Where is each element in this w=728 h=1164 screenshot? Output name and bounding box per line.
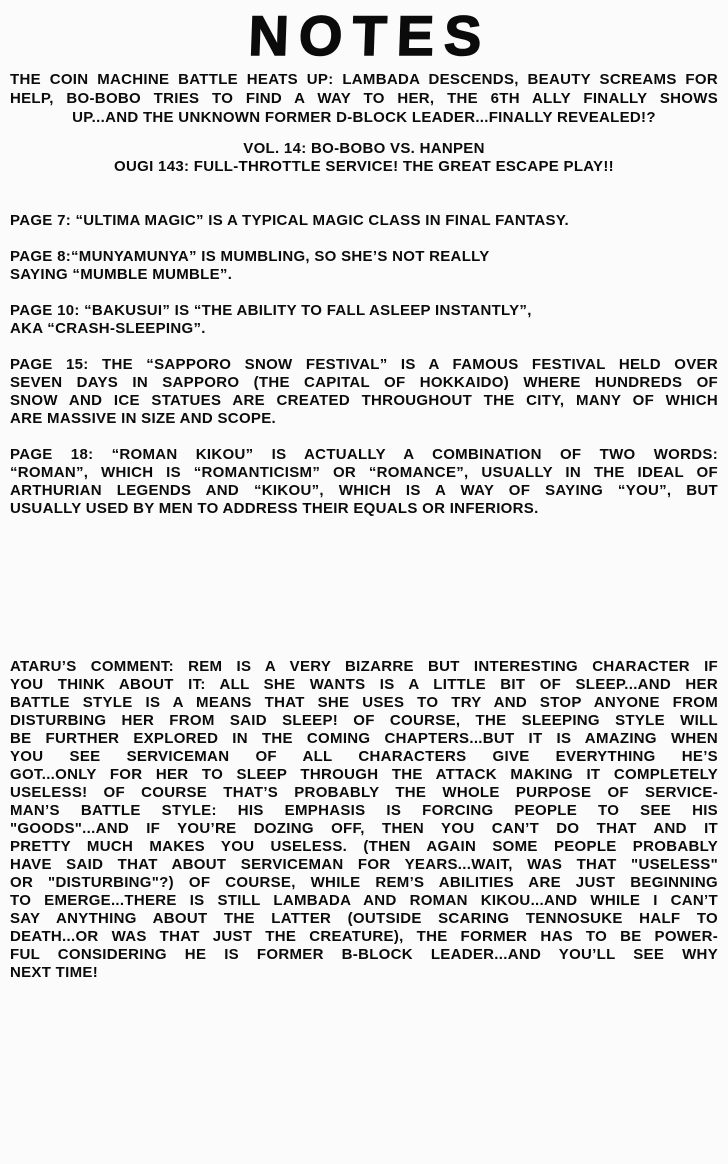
translation-note-page-15 [10, 356, 718, 428]
text-line: PAGE 8:“MUNYAMUNYA” IS MUMBLING, SO SHE’S NOT REALLY [10, 248, 490, 265]
text-line: PAGE 7: “ULTIMA MAGIC” IS A TYPICAL MAGIC CLASS IN FINAL FANTASY. [10, 212, 569, 229]
text-line: MAN’S BATTLE STYLE: HIS EMPHASIS IS FORCING PEOPLE TO SEE HIS [10, 802, 718, 819]
translation-note-page-7 [10, 212, 718, 230]
text-line: BATTLE STYLE IS A MEANS THAT SHE USES TO TRY AND STOP ANYONE FROM [10, 694, 718, 711]
text-line: USELESS! OF COURSE THAT’S PROBABLY THE WHOLE PURPOSE OF SERVICE- [10, 784, 718, 801]
text-line: GOT...ONLY FOR HER TO SLEEP THROUGH THE ATTACK MAKING IT COMPLETELY [10, 766, 718, 783]
text-line: ARTHURIAN LEGENDS AND “KIKOU”, WHICH IS A WAY OF SAYING “YOU”, BUT [10, 482, 718, 499]
translation-note-page-10 [10, 302, 718, 338]
text-line: DISTURBING HER FROM SAID SLEEP! OF COURSE, THE SLEEPING STYLE WILL [10, 712, 718, 729]
text-line: PAGE 15: THE “SAPPORO SNOW FESTIVAL” IS A FAMOUS FESTIVAL HELD OVER [10, 356, 718, 373]
text-line: PRETTY MUCH MAKES YOU USELESS. (THEN AGAIN SOME PEOPLE PROBABLY [10, 838, 718, 855]
text-line: HELP, BO-BOBO TRIES TO FIND A WAY TO HER, THE 6TH ALLY FINALLY SHOWS [10, 90, 718, 107]
translation-note-page-8 [10, 248, 718, 284]
text-line: USUALLY USED BY MEN TO ADDRESS THEIR EQUALS OR INFERIORS. [10, 500, 539, 517]
translation-note-page-18 [10, 446, 718, 518]
text-line: SAY ANYTHING ABOUT THE LATTER (OUTSIDE SCARING TENNOSUKE HALF TO [10, 910, 718, 927]
text-line: “ROMAN”, WHICH IS “ROMANTICISM” OR “ROMANCE”, USUALLY IN THE IDEAL OF [10, 464, 718, 481]
text-line: VOL. 14: BO-BOBO VS. HANPEN [243, 140, 485, 157]
text-line: DEATH...OR WAS THAT JUST THE CREATURE), THE FORMER HAS TO BE POWER- [10, 928, 718, 945]
text-line: ARE MASSIVE IN SIZE AND SCOPE. [10, 410, 276, 427]
text-line: UP...AND THE UNKNOWN FORMER D-BLOCK LEADER...FINALLY REVEALED!? [72, 109, 656, 126]
text-line: PAGE 18: “ROMAN KIKOU” IS ACTUALLY A COMBINATION OF TWO WORDS: [10, 446, 718, 463]
chapter-summary-paragraph [10, 70, 718, 127]
text-line: FUL CONSIDERING HE IS FORMER B-BLOCK LEADER...AND YOU’LL SEE WHY [10, 946, 718, 963]
text-line: YOU THINK ABOUT IT: ALL SHE WANTS IS A LITTLE BIT OF SLEEP...AND HER [10, 676, 718, 693]
ataru-comment-paragraph [10, 658, 718, 982]
text-line: AKA “CRASH-SLEEPING”. [10, 320, 206, 337]
text-line: SNOW AND ICE STATUES ARE CREATED THROUGHOUT THE CITY, MANY OF WHICH [10, 392, 718, 409]
text-line: TO EMERGE...THERE IS STILL LAMBADA AND ROMAN KIKOU...AND WHILE I CAN’T [10, 892, 718, 909]
text-line: SEVEN DAYS IN SAPPORO (THE CAPITAL OF HOKKAIDO) WHERE HUNDREDS OF [10, 374, 718, 391]
text-line: BE FURTHER EXPLORED IN THE COMING CHAPTERS...BUT IT IS AMAZING WHEN [10, 730, 718, 747]
text-line: THE COIN MACHINE BATTLE HEATS UP: LAMBADA DESCENDS, BEAUTY SCREAMS FOR [10, 71, 718, 88]
text-line: OUGI 143: FULL-THROTTLE SERVICE! THE GREAT ESCAPE PLAY!! [114, 158, 614, 175]
text-line: SAYING “MUMBLE MUMBLE”. [10, 266, 233, 283]
text-line: ATARU’S COMMENT: REM IS A VERY BIZARRE BUT INTERESTING CHARACTER IF [10, 658, 718, 675]
text-line: HAVE SAID THAT ABOUT SERVICEMAN FOR YEARS...WAIT, WAS THAT "USELESS" [10, 856, 718, 873]
page-title: NOTES [247, 4, 493, 67]
text-line: NEXT TIME! [10, 964, 98, 981]
text-line: OR "DISTURBING"?) OF COURSE, WHILE REM’S ABILITIES ARE JUST BEGINNING [10, 874, 718, 891]
text-line: YOU SEE SERVICEMAN OF ALL CHARACTERS GIVE EVERYTHING HE’S [10, 748, 718, 765]
text-line: "GOODS"...AND IF YOU’RE DOZING OFF, THEN YOU CAN’T DO THAT AND IT [10, 820, 718, 837]
text-line: PAGE 10: “BAKUSUI” IS “THE ABILITY TO FALL ASLEEP INSTANTLY”, [10, 302, 532, 319]
volume-chapter-info [10, 140, 718, 176]
